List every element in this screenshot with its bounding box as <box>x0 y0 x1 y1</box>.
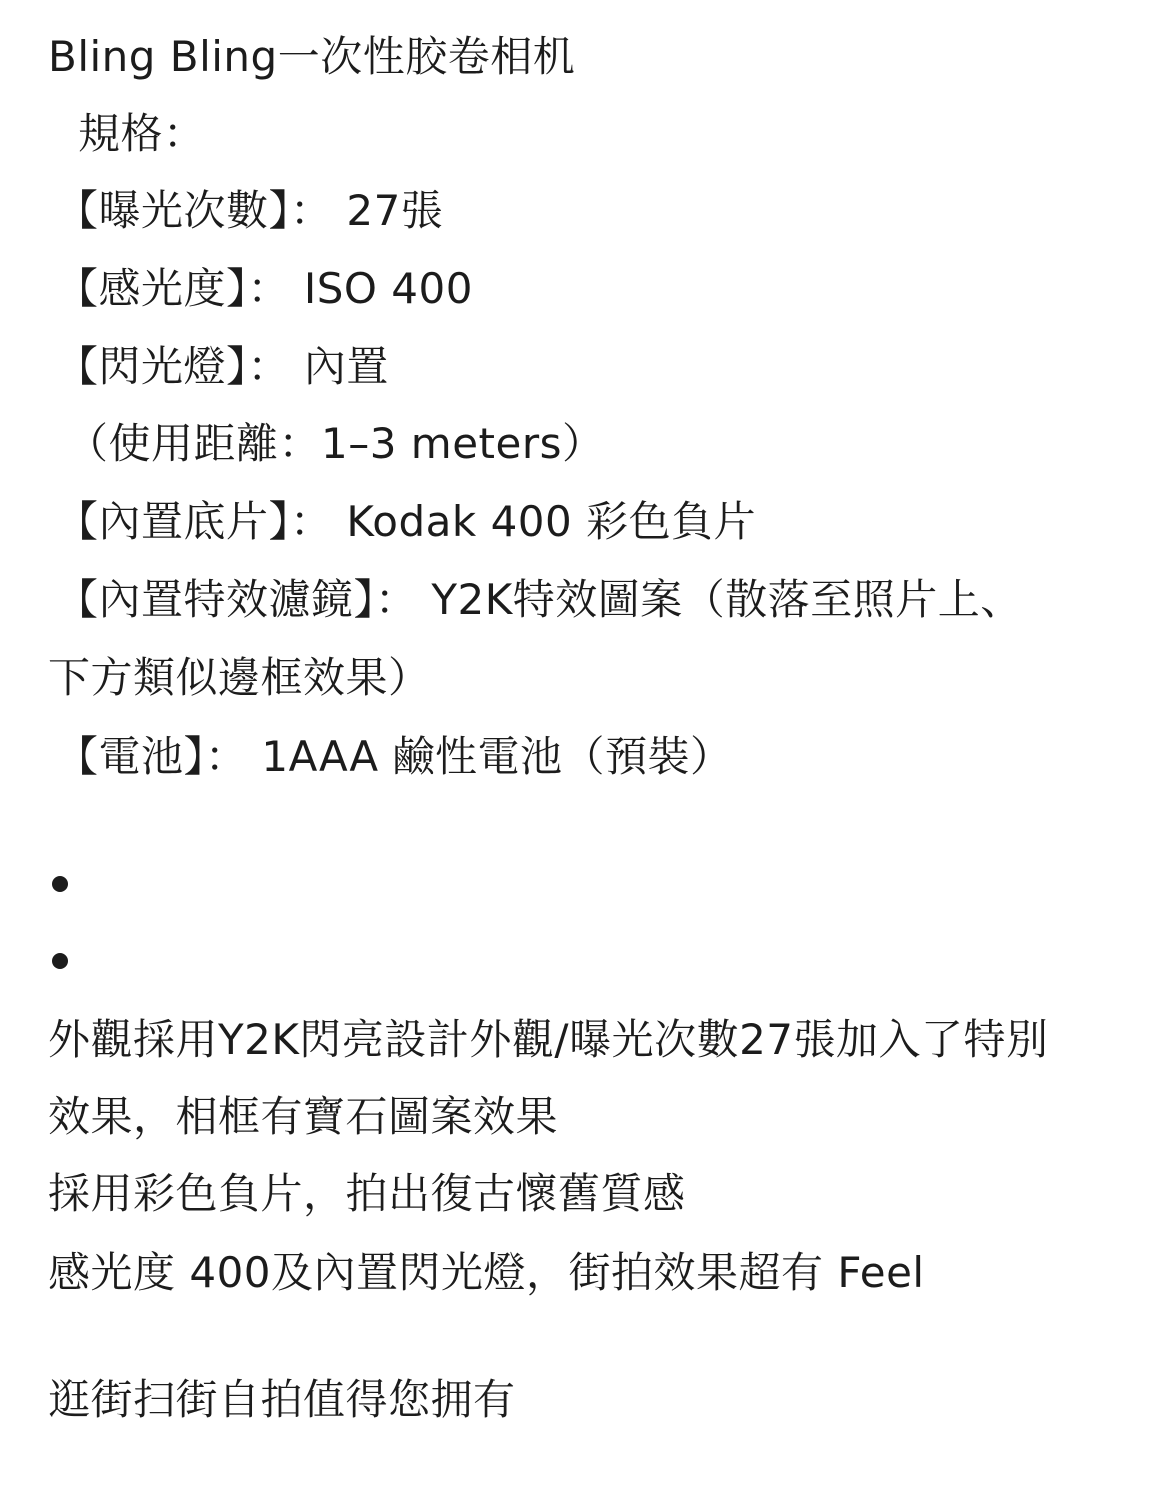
spec-iso: 【感光度】： ISO 400 <box>56 264 473 313</box>
spec-filter-line2: 下方類似邊框效果） <box>48 653 431 702</box>
description-line-3: 採用彩色負片，拍出復古懷舊質感 <box>48 1169 686 1218</box>
spec-film: 【內置底片】： Kodak 400 彩色負片 <box>56 497 757 546</box>
description-line-1: 外觀採用Y2K閃亮設計外觀/曝光次數27張加入了特別 <box>48 1015 1049 1064</box>
empty-bullet-1 <box>52 876 68 892</box>
spec-flash-range: （使用距離：1–3 meters） <box>66 419 605 468</box>
spec-battery: 【電池】： 1AAA 鹼性電池（預裝） <box>56 732 733 781</box>
specs-heading: 規格： <box>78 109 206 158</box>
spec-filter-line1: 【內置特效濾鏡】： Y2K特效圖案（散落至照片上、 <box>56 575 1023 624</box>
empty-bullet-2 <box>52 953 68 969</box>
spec-flash: 【閃光燈】： 內置 <box>56 342 389 391</box>
description-line-2: 效果，相框有寶石圖案效果 <box>48 1092 559 1141</box>
description-line-4: 感光度 400及內置閃光燈，街拍效果超有 Feel <box>48 1248 925 1297</box>
closing-line: 逛街扫街自拍值得您拥有 <box>48 1375 516 1424</box>
product-title: Bling Bling一次性胶卷相机 <box>48 32 576 81</box>
spec-exposures: 【曝光次數】： 27張 <box>56 186 444 235</box>
